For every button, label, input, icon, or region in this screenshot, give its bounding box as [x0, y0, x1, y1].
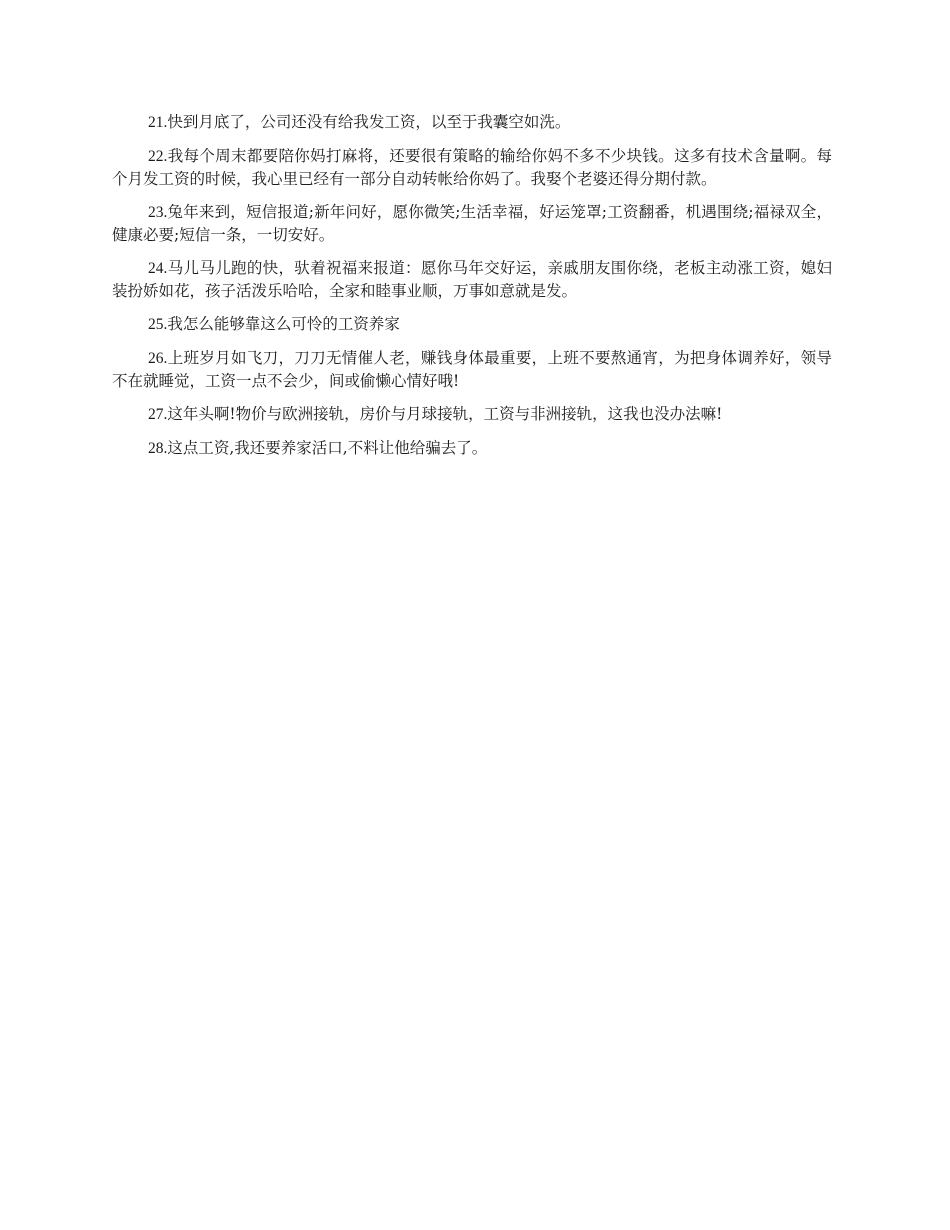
paragraph-text: 兔年来到，短信报道;新年问好，愿你微笑;生活幸福，好运笼罩;工资翻番，机遇围绕;福禄双全，健康必要;短信一条，一切安好。 — [112, 203, 832, 244]
paragraph-25 — [112, 313, 832, 336]
paragraph-28 — [112, 437, 832, 460]
paragraph-text: 我每个周末都要陪你妈打麻将，还要很有策略的输给你妈不多不少块钱。这多有技术含量啊。每个月发工资的时候，我心里已经有一部分自动转帐给你妈了。我娶个老婆还得分期付款。 — [112, 147, 832, 188]
paragraph-text: 这年头啊!物价与欧洲接轨，房价与月球接轨，工资与非洲接轨，这我也没办法嘛! — [167, 405, 723, 423]
document-body — [112, 111, 832, 471]
paragraph-number: 24. — [148, 260, 168, 277]
paragraph-text: 这点工资,我还要养家活口,不料让他给骗去了。 — [167, 439, 488, 457]
paragraph-text: 快到月底了，公司还没有给我发工资，以至于我囊空如洗。 — [167, 113, 571, 131]
paragraph-text: 上班岁月如飞刀，刀刀无情催人老，赚钱身体最重要，上班不要熬通宵，为把身体调养好，领导不在就睡觉，工资一点不会少，间或偷懒心情好哦! — [112, 349, 832, 390]
paragraph-27 — [112, 403, 832, 426]
paragraph-26 — [112, 347, 832, 392]
paragraph-number: 27. — [148, 406, 168, 423]
paragraph-number: 28. — [148, 440, 168, 457]
paragraph-number: 21. — [148, 114, 168, 131]
paragraph-22 — [112, 145, 832, 190]
paragraph-text: 我怎么能够靠这么可怜的工资养家 — [167, 315, 400, 333]
paragraph-23 — [112, 201, 832, 246]
paragraph-number: 25. — [148, 316, 168, 333]
paragraph-number: 23. — [148, 204, 168, 221]
paragraph-24 — [112, 257, 832, 302]
paragraph-21 — [112, 111, 832, 134]
paragraph-text: 马儿马儿跑的快，驮着祝福来报道：愿你马年交好运，亲戚朋友围你绕，老板主动涨工资，媳妇装扮娇如花，孩子活泼乐哈哈，全家和睦事业顺，万事如意就是发。 — [112, 259, 832, 300]
paragraph-number: 26. — [148, 350, 168, 367]
paragraph-number: 22. — [148, 148, 168, 165]
